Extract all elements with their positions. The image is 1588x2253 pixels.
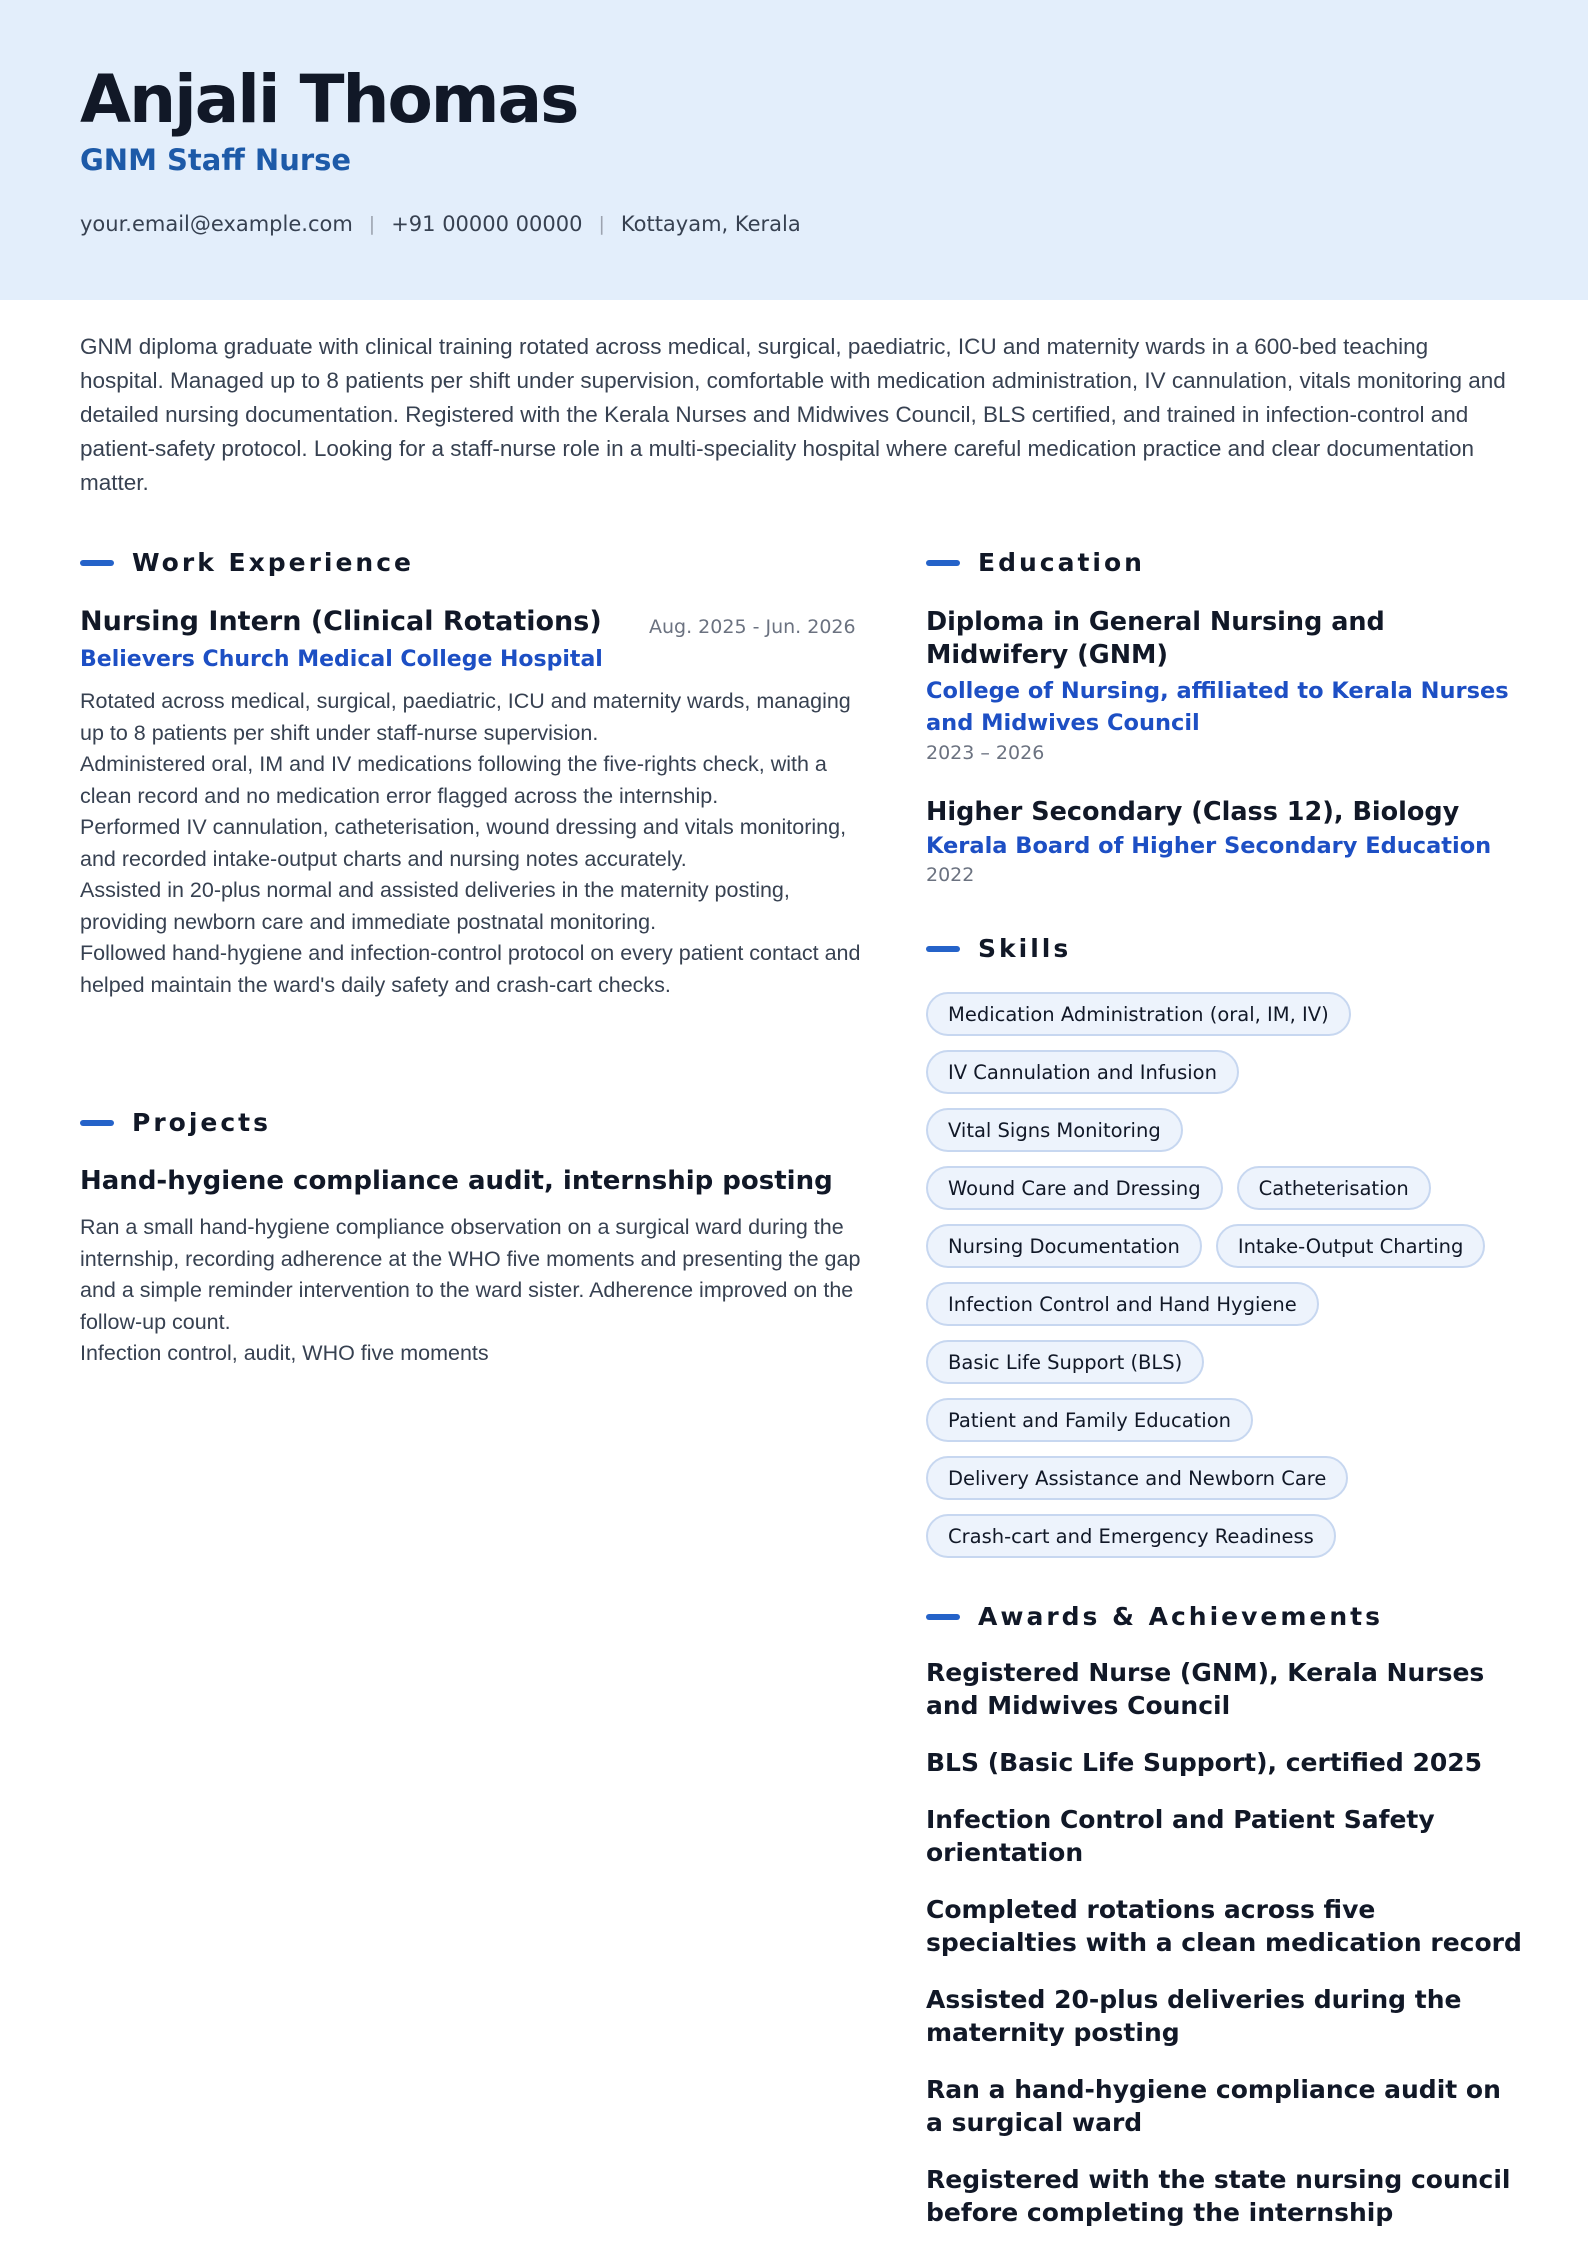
award-item: Registered with the state nursing council before completing the internship xyxy=(926,2165,1511,2227)
education-institution: Kerala Board of Higher Secondary Education xyxy=(926,833,1492,859)
section-accent-bar xyxy=(926,560,960,566)
skill-chip: Crash-cart and Emergency Readiness xyxy=(926,1514,1336,1558)
skill-chip: IV Cannulation and Infusion xyxy=(926,1050,1239,1094)
skill-chip: Delivery Assistance and Newborn Care xyxy=(926,1456,1348,1500)
project-title: Hand-hygiene compliance audit, internship posting xyxy=(80,1166,833,1196)
profile-summary: GNM diploma graduate with clinical training rotated across medical, surgical, paediatric, ICU and maternity wards in a 600-bed teaching hospital. Managed up to 8 patients per shift under supervision, comfortable with medication administration, IV cannulation, vitals monitoring and detailed nursing documentation. Registered with the Kerala Nurses and Midwives Council, BLS certified, and trained in infection-control and patient-safety protocol. Looking for a staff-nurse role in a multi-speciality hospital where careful medication practice and clear documentation matter. xyxy=(80,334,1506,495)
contact-line xyxy=(80,212,801,236)
education-degree: Diploma in General Nursing and Midwifery (GNM) xyxy=(926,607,1385,670)
job-dates: Aug. 2025 - Jun. 2026 xyxy=(649,616,856,638)
education-institution: College of Nursing, affiliated to Kerala Nurses and Midwives Council xyxy=(926,678,1509,736)
chip-row xyxy=(926,1282,1536,1326)
section-title: Awards & Achievements xyxy=(978,1602,1384,1631)
resume-header xyxy=(0,0,1588,300)
skill-chip: Wound Care and Dressing xyxy=(926,1166,1223,1210)
chip-row xyxy=(926,1456,1536,1500)
job-bullet: Followed hand-hygiene and infection-control protocol on every patient contact and helped maintain the ward's daily safety and crash-cart checks. xyxy=(80,941,861,997)
section-header-skills xyxy=(926,934,1071,963)
skill-chip: Vital Signs Monitoring xyxy=(926,1108,1183,1152)
job-bullets xyxy=(80,686,880,1001)
candidate-role: GNM Staff Nurse xyxy=(80,143,352,177)
skill-chip: Infection Control and Hand Hygiene xyxy=(926,1282,1319,1326)
contact-separator: | xyxy=(598,213,605,235)
job-bullet: Performed IV cannulation, catheterisation, wound dressing and vitals monitoring, and recorded intake-output charts and nursing notes accurately. xyxy=(80,815,847,871)
contact-email[interactable]: your.email@example.com xyxy=(80,212,353,236)
contact-separator: | xyxy=(368,213,376,235)
education-years: 2023 – 2026 xyxy=(926,742,1045,764)
project-description: Ran a small hand-hygiene compliance observation on a surgical ward during the internship, recording adherence at the WHO five moments and presenting the gap and a simple reminder intervention to the ward sister. Adherence improved on the follow-up count. xyxy=(80,1215,861,1334)
skills-chip-list xyxy=(926,992,1536,1572)
section-header-awards xyxy=(926,1602,1383,1631)
award-item: Completed rotations across five specialties with a clean medication record xyxy=(926,1895,1522,1957)
skill-chip: Basic Life Support (BLS) xyxy=(926,1340,1204,1384)
education-years: 2022 xyxy=(926,864,975,886)
chip-row xyxy=(926,1398,1536,1442)
job-organization: Believers Church Medical College Hospital xyxy=(80,647,603,672)
skill-chip: Medication Administration (oral, IM, IV) xyxy=(926,992,1351,1036)
chip-row xyxy=(926,1224,1536,1268)
section-title: Skills xyxy=(978,934,1072,963)
job-title: Nursing Intern (Clinical Rotations) xyxy=(80,606,602,637)
project-body xyxy=(80,1212,880,1370)
section-header-projects xyxy=(80,1108,271,1137)
skill-chip: Nursing Documentation xyxy=(926,1224,1202,1268)
section-accent-bar xyxy=(80,1120,114,1126)
award-item: Ran a hand-hygiene compliance audit on a surgical ward xyxy=(926,2075,1501,2137)
education-degree: Higher Secondary (Class 12), Biology xyxy=(926,797,1460,827)
section-accent-bar xyxy=(926,946,960,952)
skill-chip: Catheterisation xyxy=(1237,1166,1431,1210)
section-header-work-experience xyxy=(80,548,414,577)
section-title: Work Experience xyxy=(132,548,414,577)
job-bullet: Rotated across medical, surgical, paediatric, ICU and maternity wards, managing up to 8 patients per shift under staff-nurse supervision. xyxy=(80,689,851,745)
awards-list xyxy=(926,1656,1526,2253)
award-item: Infection Control and Patient Safety orientation xyxy=(926,1805,1435,1867)
section-accent-bar xyxy=(926,1614,960,1620)
job-bullet: Administered oral, IM and IV medications following the five-rights check, with a clean record and no medication error flagged across the internship. xyxy=(80,752,827,808)
chip-row xyxy=(926,1340,1536,1384)
chip-row xyxy=(926,992,1536,1036)
section-accent-bar xyxy=(80,560,114,566)
section-title: Projects xyxy=(132,1108,272,1137)
skill-chip: Intake-Output Charting xyxy=(1216,1224,1486,1268)
candidate-name: Anjali Thomas xyxy=(80,61,578,138)
contact-location: Kottayam, Kerala xyxy=(620,212,801,236)
award-item: Assisted 20-plus deliveries during the maternity posting xyxy=(926,1985,1462,2047)
chip-row xyxy=(926,1050,1536,1094)
skill-chip: Patient and Family Education xyxy=(926,1398,1253,1442)
award-item: BLS (Basic Life Support), certified 2025 xyxy=(926,1748,1483,1777)
section-title: Education xyxy=(978,548,1145,577)
chip-row xyxy=(926,1108,1536,1152)
chip-row xyxy=(926,1514,1536,1558)
job-bullet: Assisted in 20-plus normal and assisted deliveries in the maternity posting, providing newborn care and immediate postnatal monitoring. xyxy=(80,878,790,934)
contact-phone[interactable]: +91 00000 00000 xyxy=(391,212,583,236)
section-header-education xyxy=(926,548,1145,577)
chip-row xyxy=(926,1166,1536,1210)
award-item: Registered Nurse (GNM), Kerala Nurses and Midwives Council xyxy=(926,1658,1485,1720)
project-tags: Infection control, audit, WHO five moments xyxy=(80,1341,489,1365)
